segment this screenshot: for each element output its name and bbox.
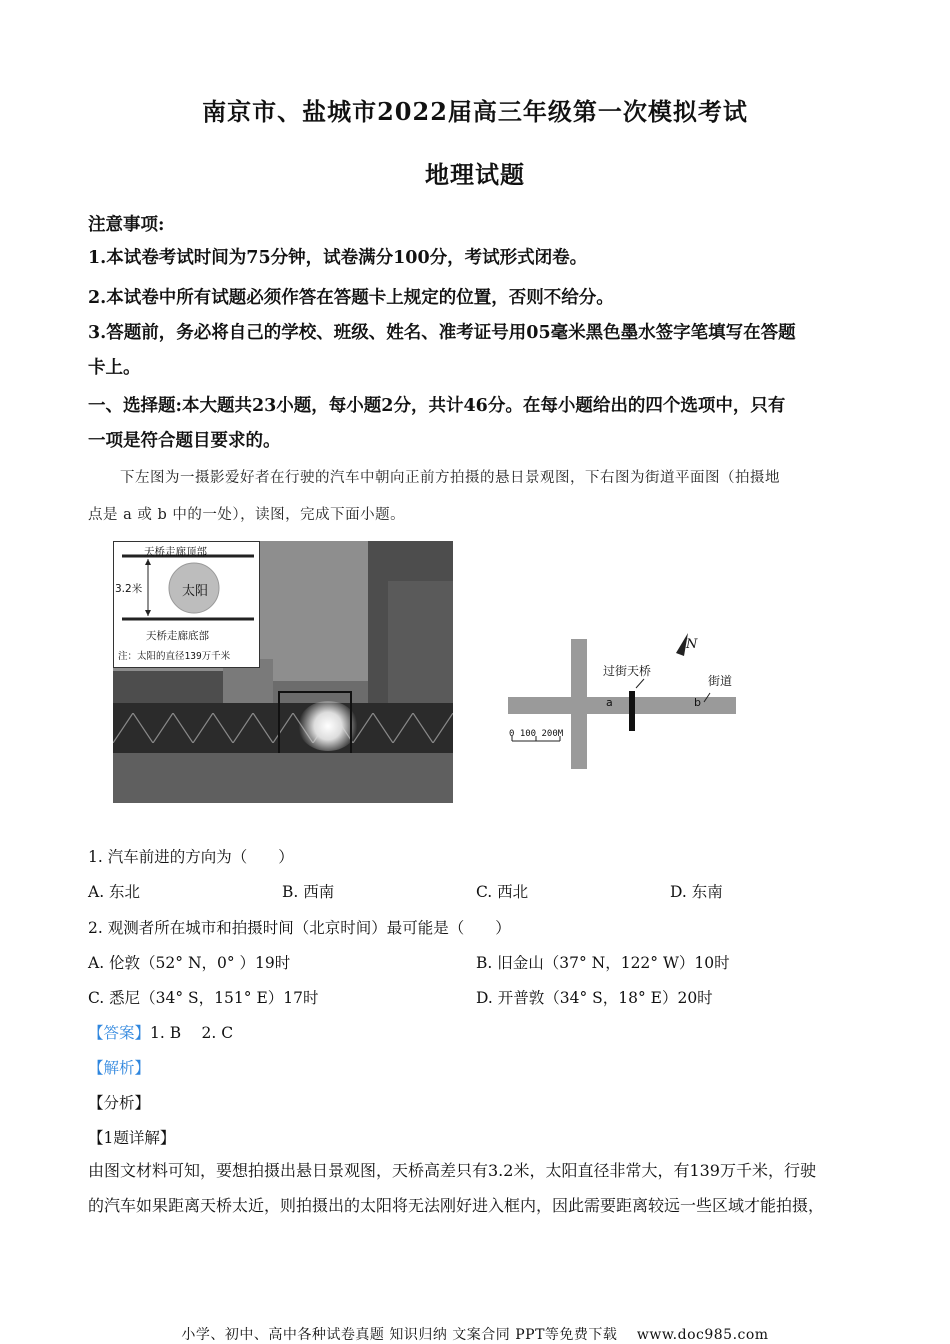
question-2-option-d: D. 开普敦（34° S，18° E）20时	[476, 989, 713, 1007]
section-heading-cont: 一项是符合题目要求的。	[88, 431, 281, 451]
answer-line	[88, 1021, 233, 1043]
page-footer: 小学、初中、高中各种试卷真题 知识归纳 文案合同 PPT等免费下载 www.doc985.com	[181, 1327, 769, 1343]
bridge-bottom-label: 天桥走廊底部	[146, 630, 209, 642]
question-1-stem: 1. 汽车前进的方向为（ ）	[88, 848, 294, 866]
bridge-top-label: 天桥走廊顶部	[144, 546, 207, 558]
notice-item-1: 1.本试卷考试时间为75分钟，试卷满分100分，考试形式闭卷。	[88, 248, 588, 268]
overpass-label: 过街天桥	[603, 664, 652, 678]
analysis-tag: 【解析】	[88, 1059, 151, 1077]
sun-label: 太阳	[182, 584, 209, 599]
scale-bar-label: 0 100 200M	[509, 729, 564, 739]
section-heading: 一、选择题:本大题共23小题，每小题2分，共计46分。在每小题给出的四个选项中，只有	[88, 396, 786, 416]
street-map-figure	[508, 625, 743, 775]
highlight-frame	[278, 691, 352, 755]
sun-diagram-inset	[113, 541, 260, 668]
page-title: 南京市、盐城市2022届高三年级第一次模拟考试	[202, 97, 748, 126]
street-label: 街道	[708, 674, 733, 688]
question-2-stem: 2. 观测者所在城市和拍摄时间（北京时间）最可能是（ ）	[88, 919, 511, 937]
notice-item-2: 2.本试卷中所有试题必须作答在答题卡上规定的位置，否则不给分。	[88, 288, 614, 308]
analysis-paragraph-line-1: 由图文材料可知，要想拍摄出悬日景观图，天桥高差只有3.2米，太阳直径非常大，有139万千米，行驶	[88, 1161, 816, 1180]
question-2-option-c: C. 悉尼（34° S，151° E）17时	[88, 989, 319, 1007]
point-b-label: b	[694, 696, 701, 709]
intro-text: 下左图为一摄影爱好者在行驶的汽车中朝向正前方拍摄的悬日景观图，下右图为街道平面图（拍摄地	[120, 470, 780, 486]
analysis-sub-heading: 【分析】	[88, 1094, 151, 1112]
height-label: 3.2米	[115, 583, 143, 595]
question-1-option-d: D. 东南	[670, 883, 723, 901]
analysis-paragraph-line-2: 的汽车如果距离天桥太近，则拍摄出的太阳将无法刚好进入框内，因此需要距离较远一些区域才能拍摄，	[88, 1196, 825, 1215]
question-1-option-c: C. 西北	[476, 883, 529, 901]
intro-text-cont: 点是 a 或 b 中的一处），读图，完成下面小题。	[88, 507, 406, 523]
north-arrow-label: N	[686, 637, 698, 652]
page-subtitle: 地理试题	[425, 160, 525, 189]
question-1-option-b: B. 西南	[282, 883, 335, 901]
notice-heading: 注意事项:	[88, 215, 165, 235]
sun-diameter-note: 注：太阳的直径139万千米	[118, 651, 231, 662]
sunset-photo-figure	[113, 541, 453, 803]
answer-tag: 【答案】	[88, 1024, 151, 1042]
notice-item-3: 3.答题前，务必将自己的学校、班级、姓名、准考证号用05毫米黑色墨水签字笔填写在答题	[88, 323, 796, 343]
q1-detail-heading: 【1题详解】	[88, 1129, 176, 1147]
point-a-label: a	[606, 696, 613, 709]
question-2-option-b: B. 旧金山（37° N，122° W）10时	[476, 954, 730, 972]
question-2-option-a: A. 伦敦（52° N，0° ）19时	[88, 954, 291, 972]
notice-item-3-cont: 卡上。	[88, 358, 141, 378]
answer-text: 1. B 2. C	[150, 1024, 234, 1042]
question-1-option-a: A. 东北	[88, 883, 141, 901]
